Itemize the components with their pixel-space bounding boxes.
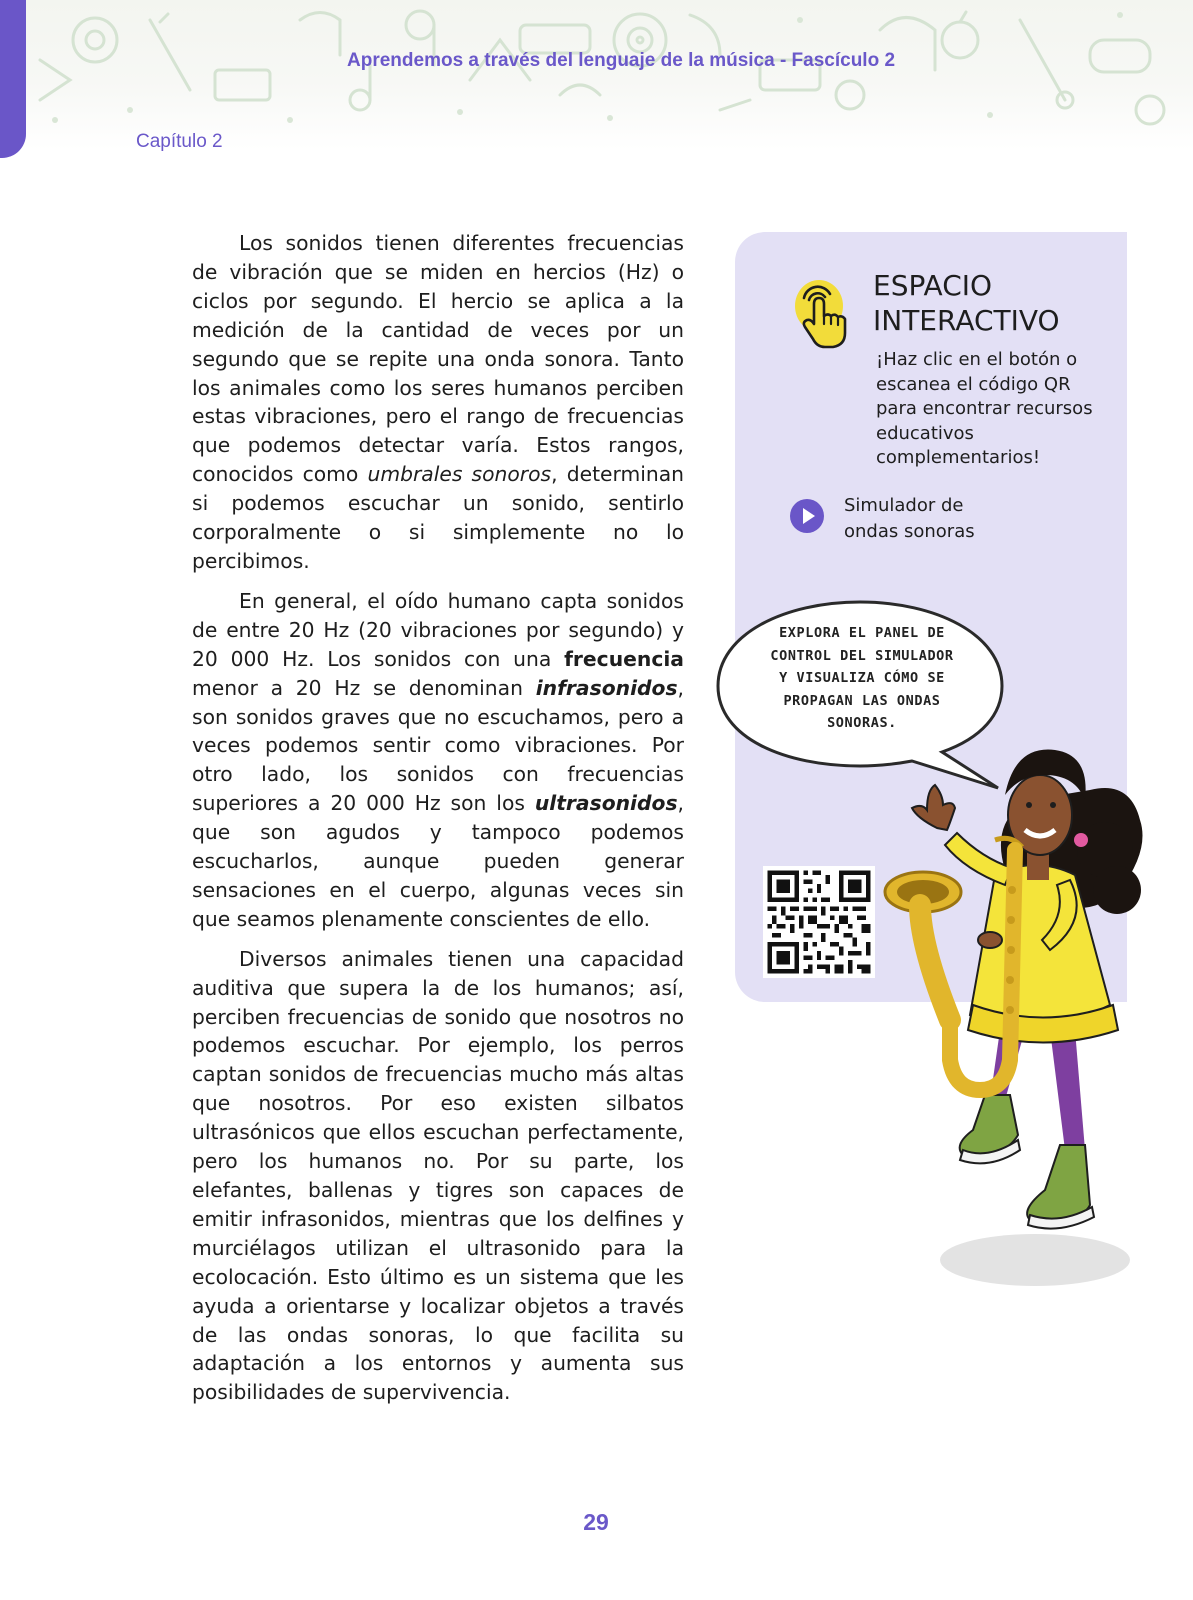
play-icon [790,499,824,533]
term-infrasonidos-text: infrasonidos [535,675,678,700]
term-ultrasonidos [535,791,678,815]
bubble-line: PROPAGAN LAS ONDAS [783,692,941,709]
paragraph-text: menor a 20 Hz se denominan [192,675,536,700]
paragraph-text: , que son agudos y tampoco podemos escucharlos, aunque pueden generar sensaciones en el cuerpo, algunas veces sin que seamos plenamente conscientes de ello. [192,791,684,931]
bubble-line: SONORAS. [827,715,897,731]
term-umbrales-sonoros: umbrales sonoros [367,462,552,487]
simulator-play-button[interactable] [790,499,824,533]
paragraph-text: , determinan si podemos escuchar un sonido, sentirlo corporalmente o si simplemente no lo percibimos. [192,462,685,573]
saxophone-girl-illustration [855,700,1155,1290]
paragraph-animales: Diversos animales tienen una capacidad auditiva que supera la de los humanos; así, perciben frecuencias de sonido que nosotros no podemos escuchar. Por ejemplo, los perros captan sonidos de frecuencias mucho más altas que nosotros. Por eso existen silbatos ultrasónicos que ellos escuchan perfectamente, pero los humanos no. Por su parte, los elefantes, ballenas y tigres son capaces de emitir infrasonidos, mientras que los delfines y murciélagos utilizan el ultrasonido para la ecolocación. Esto último es un sistema que les ayuda a orientarse y localizar objetos a través de las ondas sonoras, lo que facilita su adaptación a los entornos y aumenta sus posibilidades de supervivencia. [192,946,684,1405]
paragraph-text: , son sonidos graves que no escuchamos, pero a veces podemos sentir como vibraciones. Por otro lado, los sonidos con frecuencias superiores a 20 000 Hz son los [192,675,684,816]
simulator-link-line: Simulador de [844,495,964,516]
tap-finger-icon [794,276,852,350]
chapter-label: Capítulo 2 [136,131,223,152]
simulator-link-line: ondas sonoras [844,520,975,542]
main-text-column [192,229,684,1418]
panel-title-line: INTERACTIVO [873,304,1060,337]
music-doodles-pattern [0,0,1193,150]
panel-title-line: ESPACIO [873,269,993,302]
term-ultrasonidos-text: ultrasonidos [534,791,678,816]
panel-title [873,268,1113,338]
chapter-side-tab [0,0,26,158]
bubble-line: CONTROL DEL SIMULADOR [770,647,954,664]
paragraph-umbrales [192,229,684,576]
fascicle-title: Aprendemos a través del lenguaje de la música - Fascículo 2 [347,50,896,71]
bubble-line: Y VISUALIZA CÓMO SE [779,670,945,686]
paragraph-text: En general, el oído humano capta sonidos de entre 20 Hz (20 vibraciones por segundo) y 20 000 Hz. Los sonidos con una [192,588,684,671]
paragraph-text: Los sonidos tienen diferentes frecuencias de vibración que se miden en hercios (Hz) o ciclos por segundo. El hercio se aplica a la medición de la cantidad de veces por un segundo que se repite una onda sonora. Tanto los animales como los seres humanos perciben estas vibraciones, pero el rango de frecuencias que podemos detectar varía. Estos rangos, conocidos como [192,231,684,487]
term-infrasonidos [536,676,678,700]
page-number: 29 [583,1509,609,1535]
paragraph-frecuencias [192,587,684,934]
panel-description: ¡Haz clic en el botón o escanea el código QR para encontrar recursos educativos complementarios! [876,349,1093,468]
term-frecuencia: frecuencia [564,646,684,671]
bubble-line: EXPLORA EL PANEL DE [779,625,945,641]
header-background [0,0,1193,150]
simulator-link[interactable] [844,493,1044,544]
